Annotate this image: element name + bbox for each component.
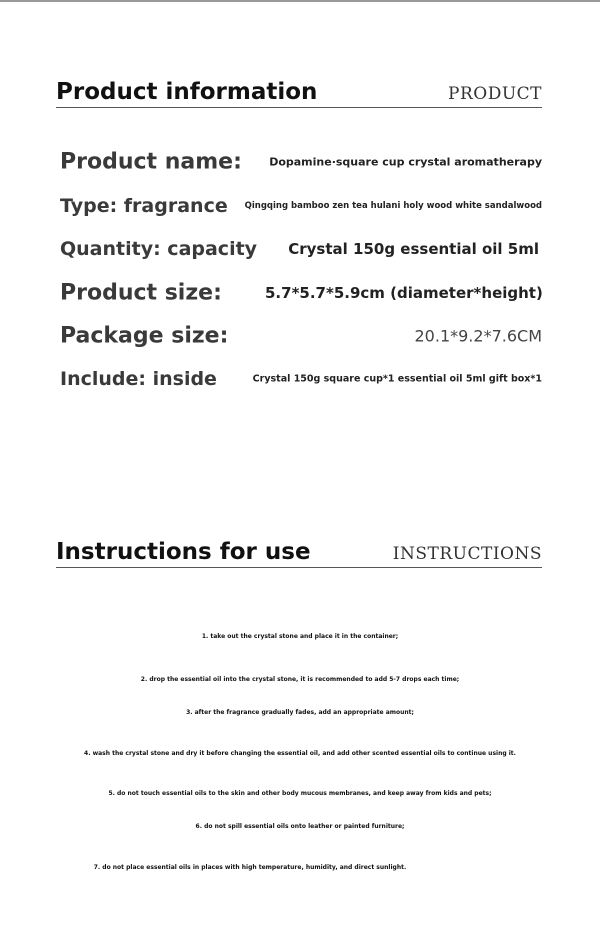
product-info-title: Product information xyxy=(56,79,318,105)
info-row-fragrance xyxy=(60,188,542,224)
instruction-step: 5. do not touch essential oils to the skin and other body mucous membranes, and keep away from kids and pets; xyxy=(108,790,492,797)
info-value: 20.1*9.2*7.6CM xyxy=(414,326,542,346)
info-row-include xyxy=(60,361,542,397)
product-info-english-tag: PRODUCT xyxy=(448,84,542,104)
info-value: Dopamine·square cup crystal aromatherapy xyxy=(269,155,542,169)
info-label: Include: inside xyxy=(60,368,217,390)
info-label: Product name: xyxy=(60,149,242,175)
info-row-capacity xyxy=(60,231,542,267)
info-row-package-size xyxy=(60,318,542,354)
instruction-step: 1. take out the crystal stone and place it in the container; xyxy=(201,633,399,640)
instruction-step: 7. do not place essential oils in places with high temperature, humidity, and direct sunlight. xyxy=(93,864,407,871)
info-label: Type: fragrance xyxy=(60,195,228,217)
instruction-step: 3. after the fragrance gradually fades, add an appropriate amount; xyxy=(186,709,414,716)
info-value: Crystal 150g essential oil 5ml xyxy=(288,240,539,258)
instruction-step: 6. do not spill essential oils onto leather or painted furniture; xyxy=(195,823,405,830)
info-row-product-size xyxy=(60,275,542,311)
product-info-header xyxy=(56,76,542,108)
info-label: Quantity: capacity xyxy=(60,238,258,260)
instructions-title: Instructions for use xyxy=(56,539,311,565)
info-value: Qingqing bamboo zen tea hulani holy wood white sandalwood xyxy=(244,201,542,211)
top-divider xyxy=(0,0,600,2)
info-value: 5.7*5.7*5.9cm (diameter*height) xyxy=(265,284,543,302)
info-label: Product size: xyxy=(60,280,222,306)
info-row-product-name xyxy=(60,144,542,180)
instruction-step: 2. drop the essential oil into the crystal stone, it is recommended to add 5-7 drops each time; xyxy=(140,676,460,683)
info-label: Package size: xyxy=(60,323,229,349)
instructions-english-tag: INSTRUCTIONS xyxy=(392,544,542,564)
info-value: Crystal 150g square cup*1 essential oil 5ml gift box*1 xyxy=(252,373,542,385)
instruction-step: 4. wash the crystal stone and dry it before changing the essential oil, and add other scented essential oils to continue using it. xyxy=(84,750,516,757)
instructions-header xyxy=(56,536,542,568)
